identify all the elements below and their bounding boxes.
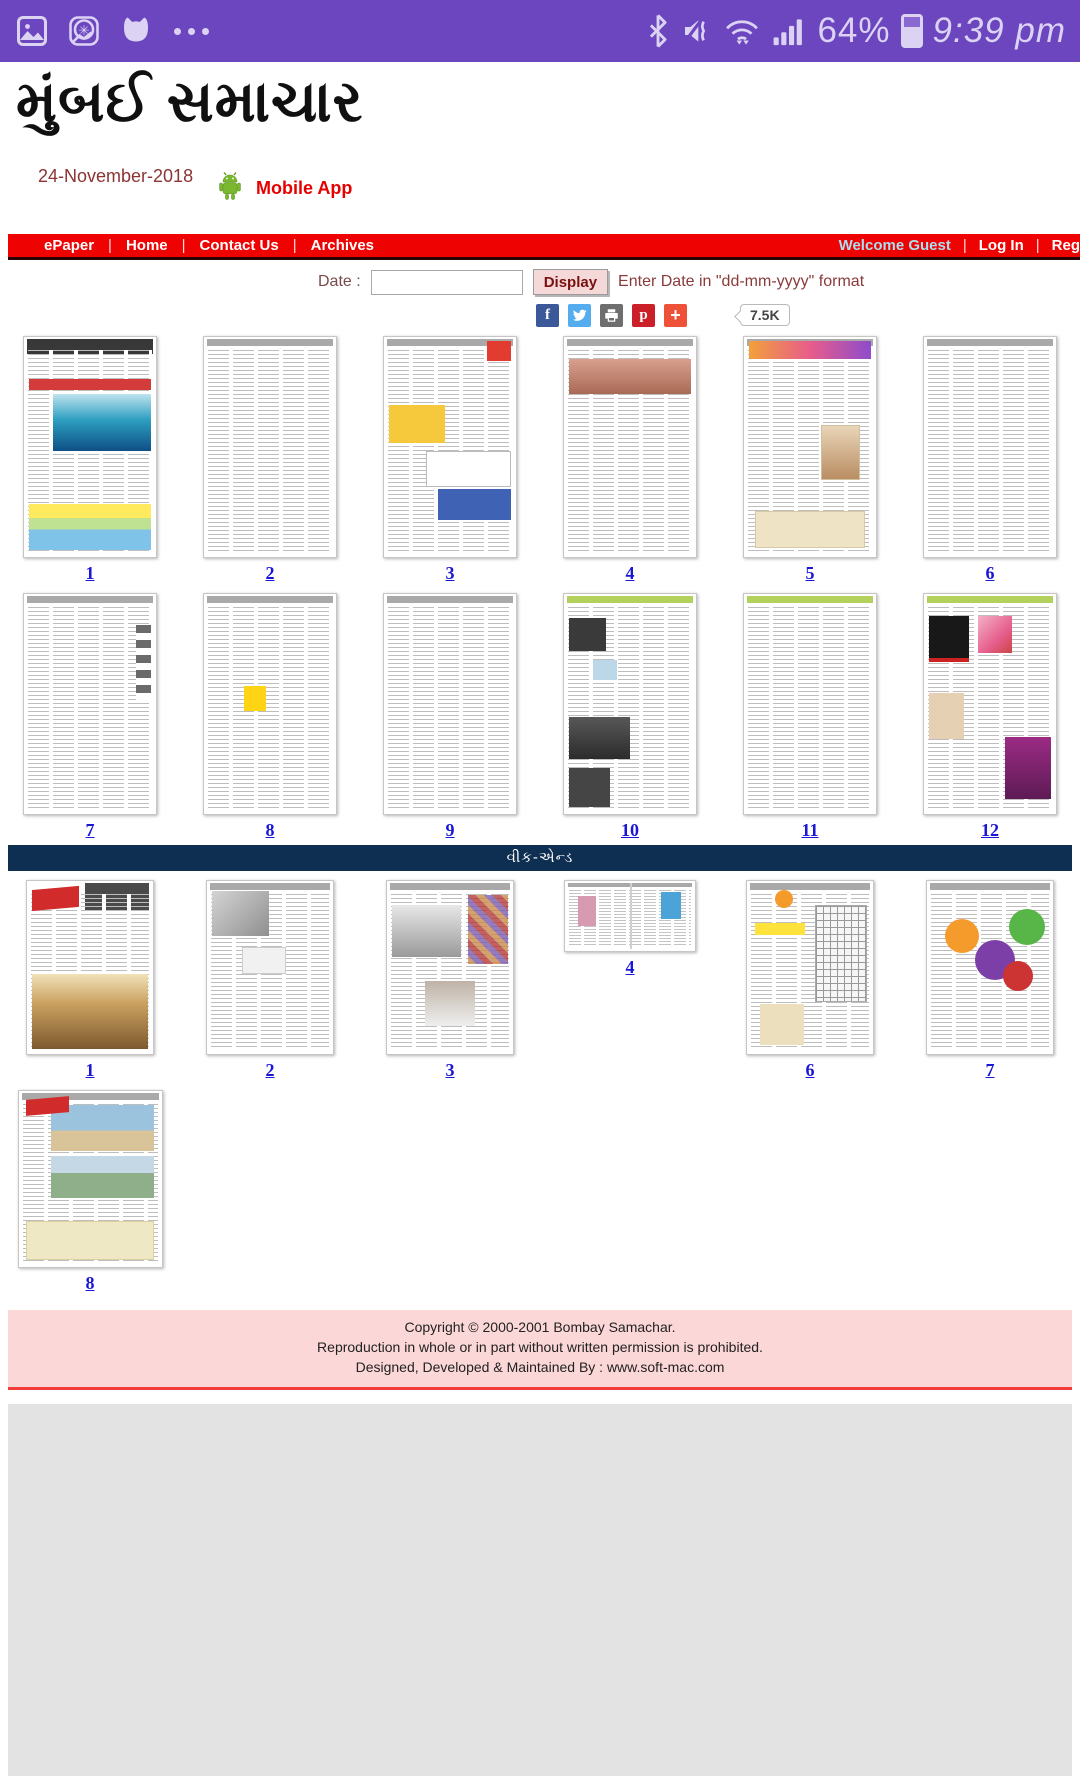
android-status-bar — [0, 0, 1080, 62]
nav-separator: | — [292, 237, 297, 254]
share-toolbar — [536, 303, 1080, 327]
page-thumbnail-12[interactable] — [923, 593, 1057, 815]
weekend-section-bar: વીક-એન્ડ — [8, 845, 1072, 871]
facebook-icon[interactable]: f — [536, 304, 559, 327]
page-number-link-9[interactable]: 9 — [445, 820, 455, 840]
page-number-link-8[interactable]: 8 — [85, 1273, 95, 1293]
epaper-pages-row-1 — [0, 336, 1080, 584]
page-cell — [743, 593, 877, 841]
nav-separator: | — [181, 237, 186, 254]
page-thumbnail-7[interactable] — [23, 593, 157, 815]
page-number-link-2[interactable]: 2 — [265, 563, 275, 583]
print-icon[interactable] — [600, 304, 623, 327]
page-thumbnail-6[interactable] — [923, 336, 1057, 558]
page-cell — [386, 880, 514, 1081]
footer-line: Reproduction in whole or in part without written permission is prohibited. — [317, 1338, 763, 1355]
page-number-link-7[interactable]: 7 — [985, 1060, 995, 1080]
page-thumbnail-8[interactable] — [18, 1090, 163, 1268]
battery-icon — [901, 14, 923, 48]
page-cell — [926, 880, 1054, 1081]
page-thumbnail-8[interactable] — [203, 593, 337, 815]
date-input[interactable] — [371, 270, 523, 295]
svg-text:✳: ✳ — [78, 22, 90, 38]
copyright-footer — [8, 1310, 1072, 1390]
page-cell — [563, 336, 697, 584]
page-thumbnail-6[interactable] — [746, 880, 874, 1055]
share-count-badge: 7.5K — [740, 304, 790, 326]
android-robot-icon — [218, 172, 242, 205]
battery-percent: 64% — [817, 11, 891, 50]
page-thumbnail-2[interactable] — [206, 880, 334, 1055]
footer-line: Copyright © 2000-2001 Bombay Samachar. — [404, 1319, 676, 1335]
nav-home[interactable]: Home — [125, 237, 168, 254]
page-cell — [203, 593, 337, 841]
page-number-link-6[interactable]: 6 — [805, 1060, 815, 1080]
page-thumbnail-4[interactable] — [563, 336, 697, 558]
page-number-link-1[interactable]: 1 — [85, 563, 95, 583]
page-cell — [26, 880, 154, 1081]
mobile-app-link[interactable] — [218, 172, 352, 205]
sync-asterisk-icon — [66, 13, 102, 49]
page-background-area — [8, 1404, 1072, 1776]
signal-strength-icon — [771, 14, 807, 48]
page-thumbnail-7[interactable] — [926, 880, 1054, 1055]
epaper-pages-row-2 — [0, 593, 1080, 841]
page-number-link-3[interactable]: 3 — [445, 1060, 455, 1080]
nav-separator: | — [962, 237, 967, 254]
nav-contact-us[interactable]: Contact Us — [199, 237, 279, 254]
page-number-link-3[interactable]: 3 — [445, 563, 455, 583]
mumbai-samachar-logo[interactable]: મુંબઈ સમાચાર — [16, 69, 364, 134]
page-number-link-8[interactable]: 8 — [265, 820, 275, 840]
page-cell — [18, 1090, 163, 1294]
page-cell — [563, 593, 697, 841]
page-cell — [383, 336, 517, 584]
nav-epaper[interactable]: ePaper — [44, 237, 95, 254]
page-number-link-5[interactable]: 5 — [805, 563, 815, 583]
nav-separator: | — [108, 237, 112, 254]
page-thumbnail-3[interactable] — [386, 880, 514, 1055]
page-number-link-12[interactable]: 12 — [981, 820, 999, 840]
page-cell — [923, 336, 1057, 584]
page-number-link-10[interactable]: 10 — [621, 820, 639, 840]
nav-separator: | — [1035, 237, 1040, 254]
twitter-icon[interactable] — [568, 304, 591, 327]
page-thumbnail-1[interactable] — [26, 880, 154, 1055]
site-header — [0, 62, 1080, 234]
date-search-form — [318, 267, 1080, 297]
page-cell — [383, 593, 517, 841]
clock-time: 9:39 pm — [932, 11, 1066, 50]
nav-archives[interactable]: Archives — [310, 237, 375, 254]
weekend-pages-row-1 — [0, 880, 1080, 1081]
page-cell — [23, 336, 157, 584]
edition-date: 24-November-2018 — [38, 166, 194, 186]
volume-muted-icon — [681, 15, 713, 47]
page-number-link-4[interactable]: 4 — [625, 957, 635, 977]
pinterest-icon[interactable]: p — [632, 304, 655, 327]
page-cell — [743, 336, 877, 584]
page-thumbnail-4[interactable] — [564, 880, 696, 952]
cat-icon — [118, 13, 154, 49]
page-number-link-4[interactable]: 4 — [625, 563, 635, 583]
page-cell — [23, 593, 157, 841]
page-number-link-11[interactable]: 11 — [801, 820, 819, 840]
main-navbar — [8, 234, 1080, 260]
more-notifications-dots — [174, 28, 209, 35]
page-thumbnail-1[interactable] — [23, 336, 157, 558]
page-thumbnail-11[interactable] — [743, 593, 877, 815]
page-thumbnail-3[interactable] — [383, 336, 517, 558]
mobile-app-label: Mobile App — [256, 178, 353, 198]
page-thumbnail-2[interactable] — [203, 336, 337, 558]
page-cell — [564, 880, 696, 1081]
page-cell — [203, 336, 337, 584]
page-cell — [206, 880, 334, 1081]
display-button[interactable]: Display — [533, 269, 608, 295]
welcome-guest-text: Welcome Guest — [838, 237, 951, 254]
wifi-icon — [723, 14, 761, 48]
nav-log-in[interactable]: Log In — [978, 237, 1024, 254]
addthis-plus-icon[interactable]: + — [664, 304, 687, 327]
footer-line: Designed, Developed & Maintained By : www.soft-mac.com — [355, 1358, 725, 1375]
page-thumbnail-10[interactable] — [563, 593, 697, 815]
page-number-link-6[interactable]: 6 — [985, 563, 995, 583]
date-format-hint: Enter Date in "dd-mm-yyyy" format — [618, 273, 865, 290]
page-number-link-1[interactable]: 1 — [85, 1060, 95, 1080]
page-number-link-7[interactable]: 7 — [85, 820, 95, 840]
page-number-link-2[interactable]: 2 — [265, 1060, 275, 1080]
weekend-pages-row-2 — [0, 1090, 1080, 1294]
photo-icon — [14, 13, 50, 49]
date-label: Date : — [318, 273, 361, 290]
bluetooth-icon — [645, 14, 671, 48]
page-thumbnail-9[interactable] — [383, 593, 517, 815]
page-thumbnail-5[interactable] — [743, 336, 877, 558]
page-cell — [746, 880, 874, 1081]
nav-register[interactable]: Reg — [1051, 237, 1080, 254]
page-cell — [923, 593, 1057, 841]
